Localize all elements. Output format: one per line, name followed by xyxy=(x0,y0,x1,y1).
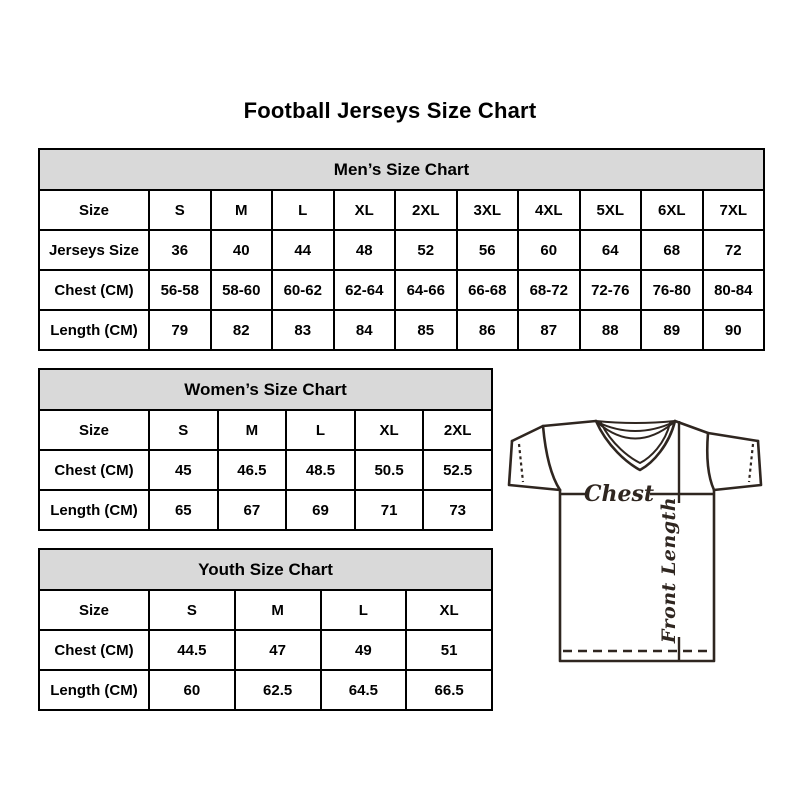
value-cell: M xyxy=(211,190,273,230)
value-cell: 64 xyxy=(580,230,642,270)
womens-size-table xyxy=(38,368,493,531)
jersey-illustration-svg xyxy=(503,410,783,672)
value-cell: 58-60 xyxy=(211,270,273,310)
left-sleeve-seam xyxy=(543,426,560,490)
value-cell: 68-72 xyxy=(518,270,580,310)
row-label: Length (CM) xyxy=(39,310,149,350)
row-label: Chest (CM) xyxy=(39,630,149,670)
value-cell: 66.5 xyxy=(406,670,492,710)
table-row xyxy=(39,270,764,310)
value-cell: S xyxy=(149,590,235,630)
front-length-label: Front Length xyxy=(658,496,680,644)
value-cell: 64.5 xyxy=(321,670,407,710)
value-cell: 60 xyxy=(518,230,580,270)
value-cell: 65 xyxy=(149,490,218,530)
page-title: Football Jerseys Size Chart xyxy=(243,98,537,123)
value-cell: 83 xyxy=(272,310,334,350)
value-cell: 73 xyxy=(423,490,492,530)
value-cell: M xyxy=(235,590,321,630)
table-row xyxy=(39,490,492,530)
value-cell: L xyxy=(286,410,355,450)
collar-v-inner xyxy=(601,423,670,463)
value-cell: 79 xyxy=(149,310,211,350)
value-cell: L xyxy=(321,590,407,630)
value-cell: XL xyxy=(334,190,396,230)
row-label: Length (CM) xyxy=(39,670,149,710)
value-cell: 69 xyxy=(286,490,355,530)
value-cell: 36 xyxy=(149,230,211,270)
value-cell: 76-80 xyxy=(641,270,703,310)
value-cell: 62-64 xyxy=(334,270,396,310)
table-header-row xyxy=(39,149,764,190)
value-cell: 6XL xyxy=(641,190,703,230)
row-label: Size xyxy=(39,590,149,630)
row-label: Size xyxy=(39,410,149,450)
left-shoulder-line xyxy=(512,421,596,441)
right-sleeve-dashed-line xyxy=(749,444,753,482)
value-cell: 45 xyxy=(149,450,218,490)
value-cell: 49 xyxy=(321,630,407,670)
value-cell: 72 xyxy=(703,230,765,270)
body-outline xyxy=(560,490,714,661)
value-cell: 44.5 xyxy=(149,630,235,670)
value-cell: 90 xyxy=(703,310,765,350)
value-cell: 46.5 xyxy=(218,450,287,490)
table-row xyxy=(39,590,492,630)
value-cell: 40 xyxy=(211,230,273,270)
table-header-row xyxy=(39,549,492,590)
value-cell: 52 xyxy=(395,230,457,270)
value-cell: 80-84 xyxy=(703,270,765,310)
right-sleeve-outline xyxy=(714,441,761,490)
value-cell: 64-66 xyxy=(395,270,457,310)
value-cell: 89 xyxy=(641,310,703,350)
table-row xyxy=(39,190,764,230)
value-cell: 85 xyxy=(395,310,457,350)
value-cell: 66-68 xyxy=(457,270,519,310)
chest-label: Chest xyxy=(583,481,655,507)
value-cell: 48.5 xyxy=(286,450,355,490)
collar-v-outer xyxy=(596,421,675,470)
value-cell: 47 xyxy=(235,630,321,670)
table-row xyxy=(39,310,764,350)
right-shoulder-line xyxy=(675,421,758,441)
table-header-row xyxy=(39,369,492,410)
value-cell: 2XL xyxy=(395,190,457,230)
value-cell: 51 xyxy=(406,630,492,670)
value-cell: 62.5 xyxy=(235,670,321,710)
value-cell: 4XL xyxy=(518,190,580,230)
jersey-diagram xyxy=(503,410,783,672)
row-label: Jerseys Size xyxy=(39,230,149,270)
value-cell: S xyxy=(149,410,218,450)
value-cell: XL xyxy=(355,410,424,450)
value-cell: XL xyxy=(406,590,492,630)
value-cell: 7XL xyxy=(703,190,765,230)
table-row xyxy=(39,230,764,270)
value-cell: 68 xyxy=(641,230,703,270)
value-cell: 87 xyxy=(518,310,580,350)
value-cell: S xyxy=(149,190,211,230)
table-row xyxy=(39,670,492,710)
value-cell: 50.5 xyxy=(355,450,424,490)
value-cell: 60 xyxy=(149,670,235,710)
row-label: Length (CM) xyxy=(39,490,149,530)
table-title: Men’s Size Chart xyxy=(39,149,764,190)
value-cell: 44 xyxy=(272,230,334,270)
value-cell: 82 xyxy=(211,310,273,350)
row-label: Chest (CM) xyxy=(39,450,149,490)
value-cell: M xyxy=(218,410,287,450)
row-label: Chest (CM) xyxy=(39,270,149,310)
mens-size-table xyxy=(38,148,765,351)
row-label: Size xyxy=(39,190,149,230)
value-cell: 5XL xyxy=(580,190,642,230)
left-sleeve-outline xyxy=(509,441,560,490)
value-cell: 52.5 xyxy=(423,450,492,490)
youth-size-table xyxy=(38,548,493,711)
table-title: Youth Size Chart xyxy=(39,549,492,590)
right-sleeve-seam xyxy=(707,433,714,490)
value-cell: 71 xyxy=(355,490,424,530)
value-cell: 48 xyxy=(334,230,396,270)
table-title: Women’s Size Chart xyxy=(39,369,492,410)
value-cell: 2XL xyxy=(423,410,492,450)
value-cell: 86 xyxy=(457,310,519,350)
value-cell: L xyxy=(272,190,334,230)
value-cell: 88 xyxy=(580,310,642,350)
value-cell: 84 xyxy=(334,310,396,350)
table-row xyxy=(39,450,492,490)
value-cell: 56 xyxy=(457,230,519,270)
table-row xyxy=(39,410,492,450)
value-cell: 60-62 xyxy=(272,270,334,310)
value-cell: 56-58 xyxy=(149,270,211,310)
left-sleeve-dashed-line xyxy=(519,444,523,482)
table-row xyxy=(39,630,492,670)
value-cell: 72-76 xyxy=(580,270,642,310)
value-cell: 67 xyxy=(218,490,287,530)
value-cell: 3XL xyxy=(457,190,519,230)
collar-top-line xyxy=(596,421,675,423)
